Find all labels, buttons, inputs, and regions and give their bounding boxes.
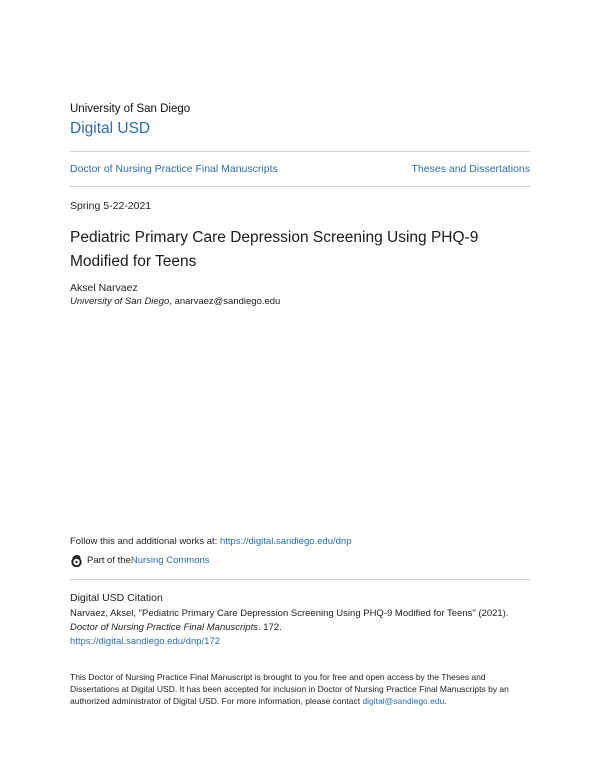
open-access-icon <box>70 554 83 567</box>
author-name: Aksel Narvaez <box>70 282 138 294</box>
follow-line <box>70 536 351 547</box>
divider-top <box>70 151 530 152</box>
access-notice <box>70 671 532 707</box>
affiliation-name: University of San Diego <box>70 296 170 307</box>
author-affiliation: University of San Diego, anarvaez@sandiego.edu <box>70 296 281 307</box>
part-of-line <box>70 554 210 567</box>
follow-text: Follow this and additional works at: <box>70 536 220 547</box>
document-title: Pediatric Primary Care Depression Screening Using PHQ-9 Modified for Teens <box>70 229 479 270</box>
citation-url-link[interactable]: https://digital.sandiego.edu/dnp/172 <box>70 636 221 647</box>
citation-series-line <box>70 622 282 633</box>
nursing-commons-link[interactable]: Nursing Commons <box>130 555 210 566</box>
citation-heading: Digital USD Citation <box>70 592 163 604</box>
divider-citation <box>70 579 530 580</box>
parent-collection-link[interactable]: Theses and Dissertations <box>411 163 530 175</box>
contact-email-link[interactable]: digital@sandiego.edu <box>362 696 445 706</box>
author-email: anarvaez@sandiego.edu <box>174 296 281 307</box>
divider-collections <box>70 186 530 187</box>
institution-name: University of San Diego <box>70 103 191 115</box>
collection-link[interactable]: Doctor of Nursing Practice Final Manuscripts <box>70 163 278 175</box>
publication-date: Spring 5-22-2021 <box>70 200 152 212</box>
citation-text: Narvaez, Aksel, "Pediatric Primary Care Depression Screening Using PHQ-9 Modified for Teens" (2021). <box>70 608 509 619</box>
repository-link[interactable]: Digital USD <box>70 120 151 137</box>
notice-text: This Doctor of Nursing Practice Final Manuscript is brought to you for free and open access by the Theses and Dissertations at Digital USD. It has been accepted for inclusion in Doctor of Nursing Practice Final Manuscripts by an authorized administrator of Digital USD. For more information, please contact <box>70 672 509 706</box>
follow-url-link[interactable]: https://digital.sandiego.edu/dnp <box>219 536 352 547</box>
citation-number: . 172. <box>257 622 282 633</box>
part-of-prefix: Part of the <box>87 555 131 566</box>
notice-end: . <box>444 696 447 706</box>
citation-series: Doctor of Nursing Practice Final Manuscripts <box>70 622 258 633</box>
